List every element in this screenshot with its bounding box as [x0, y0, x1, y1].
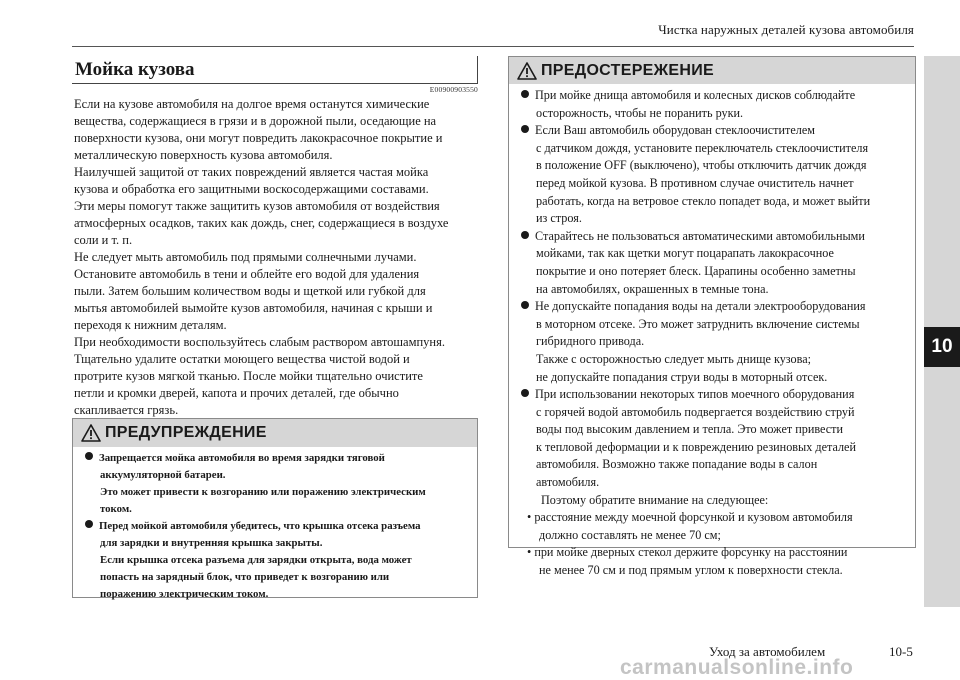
warning-title: ПРЕДУПРЕЖДЕНИЕ — [105, 424, 267, 441]
body-line: протрите кузов мягкой тканью. После мойки тщательно очистите — [74, 369, 423, 383]
body-line: соли и т. п. — [74, 233, 133, 247]
body-text — [74, 96, 478, 419]
body-line: мытья автомобилей вымойте кузов автомобиля, начиная с крыши и — [74, 301, 433, 315]
body-line: петли и кромки дверей, капота и прочих деталей, где обычно — [74, 386, 399, 400]
warning-box — [72, 418, 478, 598]
caution-note-intro: Поэтому обратите внимание на следующее: — [541, 492, 769, 507]
body-line: металлическую поверхность кузова автомобиля. — [74, 148, 333, 162]
caution-sub-item: • при мойке дверных стекол держите форсунку на расстоянии — [527, 545, 848, 560]
caution-line: работать, когда на ветровое стекло попадет вода, и может выйти — [536, 193, 871, 208]
bullet-icon — [85, 452, 93, 460]
caution-item: При использовании некоторых типов моечного оборудования — [521, 386, 909, 404]
bullet-icon — [521, 301, 529, 309]
caution-title: ПРЕДОСТЕРЕЖЕНИЕ — [541, 61, 714, 79]
warning-item: Запрещается мойка автомобиля во время зарядки тяговой — [85, 450, 469, 467]
document-code: E00900903550 — [429, 85, 478, 94]
bullet-icon — [521, 125, 529, 133]
warning-line: Если крышка отсека разъема для зарядки открыта, вода может — [100, 554, 412, 566]
body-line: пыли. Затем большим количеством воды и щеткой или губкой для — [74, 284, 426, 298]
caution-item: Если Ваш автомобиль оборудован стеклоочистителем — [521, 122, 909, 140]
warning-line: попасть на зарядный блок, что приведет к возгоранию или — [100, 571, 390, 583]
body-line: Не следует мыть автомобиль под прямыми солнечными лучами. — [74, 250, 417, 264]
caution-item: При мойке днища автомобиля и колесных дисков соблюдайте — [521, 87, 909, 105]
body-line: атмосферных осадков, таких как дождь, снег, содержащиеся в воздухе — [74, 216, 449, 230]
caution-body — [509, 84, 915, 580]
caution-sub-item: • расстояние между моечной форсункой и кузовом автомобиля — [527, 510, 853, 525]
body-line: Если на кузове автомобиля на долгое время останутся химические — [74, 97, 430, 111]
caution-triangle-icon — [517, 62, 537, 80]
caution-line: покрытие и оно потеряет блеск. Царапины особенно заметны — [536, 263, 856, 278]
caution-line: с горячей водой автомобиль подвергается воздействию струй — [536, 404, 855, 419]
warning-body — [73, 447, 477, 603]
caution-line: на автомобилях, окрашенных в темные тона. — [536, 281, 769, 296]
watermark: carmanualsonline.info — [620, 656, 854, 679]
bullet-icon — [521, 231, 529, 239]
caution-line: перед мойкой кузова. В противном случае очиститель начнет — [536, 175, 854, 190]
caution-box — [508, 56, 916, 578]
body-line: поверхности кузова, они могут повредить лакокрасочное покрытие и — [74, 131, 443, 145]
caution-line: автомобиля. Возможно также попадание воды в салон — [536, 457, 818, 472]
caution-sub-line: должно составлять не менее 70 см; — [539, 527, 721, 542]
caution-line: с датчиком дождя, установите переключатель стеклоочистителя — [536, 140, 869, 155]
caution-item: Не допускайте попадания воды на детали электрооборудования — [521, 298, 909, 316]
warning-line: поражению электрическим током. — [100, 588, 269, 600]
caution-line: в положение OFF (выключено), чтобы отключить датчик дождя — [536, 158, 867, 173]
bullet-icon — [521, 389, 529, 397]
bullet-icon — [521, 90, 529, 98]
caution-header — [509, 57, 915, 84]
caution-line: из строя. — [536, 211, 582, 226]
body-line: скапливается грязь. — [74, 403, 179, 417]
caution-line: к тепловой деформации и к повреждению резиновых деталей — [536, 439, 856, 454]
body-line: вещества, содержащиеся в грязи и в дорожной пыли, оседающие на — [74, 114, 437, 128]
caution-line: автомобиля. — [536, 475, 600, 490]
caution-line: гибридного привода. — [536, 334, 645, 349]
header-title: Чистка наружных деталей кузова автомобиля — [658, 22, 914, 37]
bullet-icon — [85, 520, 93, 528]
header-divider — [72, 46, 914, 47]
warning-header — [73, 419, 477, 447]
footer-page-number: 10-5 — [889, 644, 913, 659]
body-line: Наилучшей защитой от таких повреждений является частая мойка — [74, 165, 429, 179]
body-line: При необходимости воспользуйтесь слабым раствором автошампуня. — [74, 335, 445, 349]
section-heading: Мойка кузова — [72, 56, 478, 84]
body-line: Эти меры помогут также защитить кузов автомобиля от воздействия — [74, 199, 440, 213]
caution-line: осторожность, чтобы не поранить руки. — [536, 105, 744, 120]
caution-line: Также с осторожностью следует мыть днище кузова; — [536, 351, 812, 366]
warning-line: током. — [100, 503, 132, 515]
caution-line: не допускайте попадания струи воды в моторный отсек. — [536, 369, 828, 384]
warning-item: Перед мойкой автомобиля убедитесь, что крышка отсека разъема — [85, 518, 469, 535]
caution-line: воды под высоким давлением и тепла. Это может привести — [536, 422, 844, 437]
caution-item: Старайтесь не пользоваться автоматическими автомобильными — [521, 228, 909, 246]
body-line: Остановите автомобиль в тени и облейте его водой для удаления — [74, 267, 420, 281]
warning-line: Это может привести к возгоранию или поражению электрическим — [100, 486, 426, 498]
body-line: кузова и обработка его защитными воскосодержащими составами. — [74, 182, 429, 196]
body-line: Тщательно удалите остатки моющего вещества чистой водой и — [74, 352, 410, 366]
warning-line: для зарядки и внутренняя крышка закрыты. — [100, 537, 323, 549]
warning-triangle-icon — [81, 424, 101, 442]
footer-section-name: Уход за автомобилем — [709, 644, 826, 659]
caution-line: в моторном отсеке. Это может затруднить включение системы — [536, 316, 860, 331]
caution-line: мойками, так как щетки могут поцарапать лакокрасочное — [536, 246, 834, 261]
body-line: переходя к нижним деталям. — [74, 318, 227, 332]
caution-sub-line: не менее 70 см и под прямым углом к поверхности стекла. — [539, 563, 843, 578]
warning-line: аккумуляторной батареи. — [100, 469, 226, 481]
chapter-tab-number[interactable]: 10 — [924, 327, 960, 367]
